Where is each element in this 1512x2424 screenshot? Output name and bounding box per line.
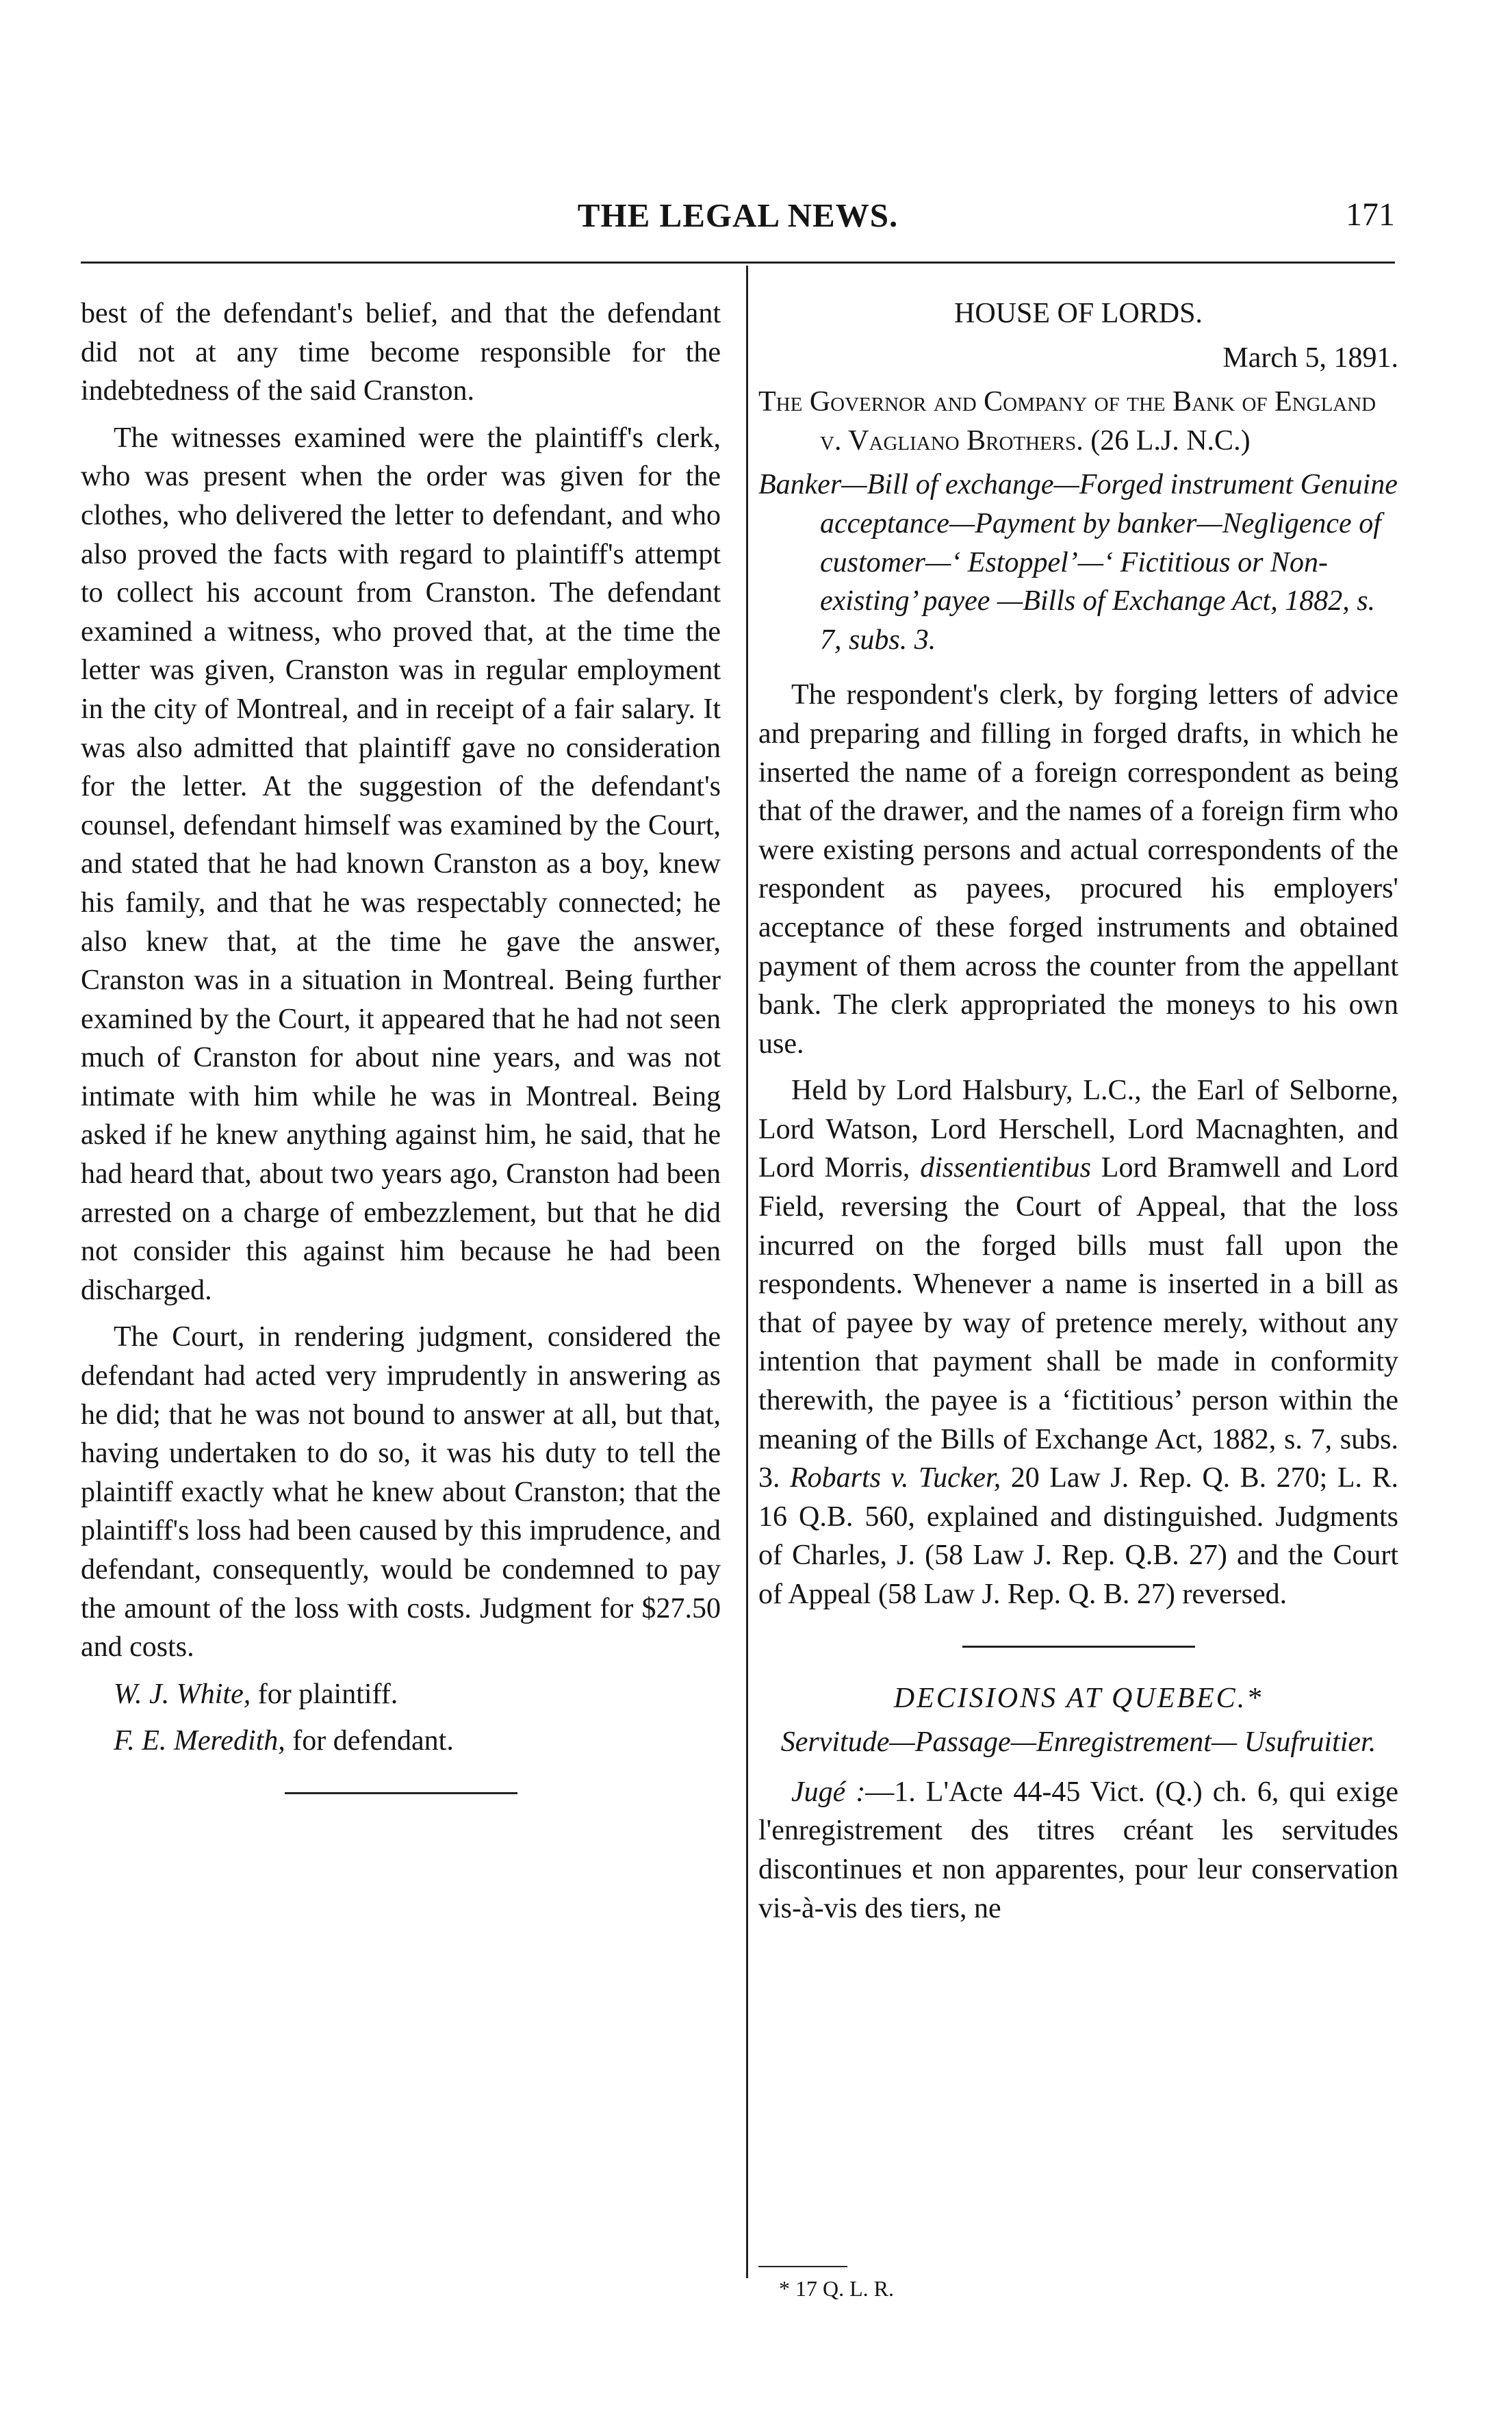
case-holding [758, 1071, 1398, 1613]
counsel-defendant [81, 1722, 721, 1761]
left-paragraph-1: best of the defendant's belief, and that the defendant did not at any time become responsible for the indebtedness of the said Cranston. [81, 298, 721, 407]
decision-date: March 5, 1891. [1222, 342, 1398, 374]
counsel-plaintiff-name: W. J. White, [114, 1678, 251, 1710]
court-heading: HOUSE OF LORDS. [954, 298, 1203, 329]
holding-cited-case: Robarts v. Tucker, [790, 1462, 1001, 1494]
section-end-rule [285, 1792, 517, 1794]
header-rule [81, 261, 1395, 264]
holding-text-3: 20 Law J. Rep. Q. B. 270; L. R. 16 Q.B. 560, explained and distinguished. Judgments of Charles, J. (58 Law J. Rep. Q.B. 27) and the Court of Appeal (58 Law J. Rep. Q. B. 27) reversed. [758, 1462, 1399, 1610]
footnote-rule [758, 2266, 847, 2267]
juge-paragraph [758, 1773, 1398, 1928]
case-facts: The respondent's clerk, by forging letters of advice and preparing and filling in forged drafts, in which he inserted the name of a foreign correspondent as being that of the drawer, and the names of a foreign firm who were existing persons and actual correspondents of the respondent as payees, procured his employers' acceptance of these forged instruments and obtained payment of them across the counter from the appellant bank. The clerk appropriated the moneys to his own use. [758, 679, 1398, 1060]
left-column [81, 294, 721, 1826]
left-paragraph-2: The witnesses examined were the plaintiff's clerk, who was present when the order was given for the clothes, who delivered the letter to defendant, and who also proved the facts with regard to plaintiff's attempt to collect his account from Cranston. The defendant examined a witness, who proved that, at the time the letter was given, Cranston was in regular employment in the city of Montreal, and in receipt of a fair salary. It was also admitted that plaintiff gave no consideration for the letter. At the suggestion of the defendant's counsel, defendant himself was examined by the Court, and stated that he had known Cranston as a boy, knew his family, and that he was respectably connected; he also knew that, at the time he gave the answer, Cranston was in a situation in Montreal. Being further examined by the Court, it appeared that he had not seen much of Cranston for about nine years, and was not intimate with him while he was in Montreal. Being asked if he knew anything against him, he said, that he had heard that, about two years ago, Cranston had been arrested on a charge of embezzlement, but that he did not consider this against him because he had been discharged. [81, 422, 721, 1306]
page-header [81, 190, 1395, 238]
counsel-plaintiff-role: for plaintiff. [251, 1678, 398, 1710]
counsel-defendant-name: F. E. Meredith, [114, 1725, 285, 1757]
holding-text-2: Lord Bramwell and Lord Field, reversing the Court of Appeal, that the loss incurred on the forged bills must fall upon the respondents. Whenever a name is inserted in a bill as that of payee by way of pretence merely, without any intention that payment shall be made in conformity therewith, the payee is a ‘fictitious’ person within the meaning of the Bills of Exchange Act, 1882, s. 7, subs. 3. [758, 1152, 1398, 1494]
journal-title: THE LEGAL NEWS. [577, 196, 899, 234]
holding-text-1: Held by Lord Halsbury, L.C., the Earl of Selborne, Lord Watson, Lord Herschell, Lord Macnaghten, and Lord Morris, [758, 1075, 1398, 1184]
case-title: The Governor and Company of the Bank of England v. Vagliano Brothers. (26 L.J. N.C.) [758, 386, 1376, 457]
juge-label: Jugé : [791, 1776, 866, 1808]
column-divider [746, 266, 748, 2278]
juge-text: —1. L'Acte 44-45 Vict. (Q.) ch. 6, qui exige l'enregistrement des titres créant les servitudes discontinues et non apparentes, pour leur conservation vis-à-vis des tiers, ne [758, 1776, 1398, 1924]
counsel-defendant-role: for defendant. [285, 1725, 454, 1757]
footnote: * 17 Q. L. R. [779, 2276, 894, 2301]
case-headnote: Banker—Bill of exchange—Forged instrument Genuine acceptance—Payment by banker—Negligence of customer—‘ Estoppel’—‘ Fictitious or Non-existing’ payee —Bills of Exchange Act, 1882, s. 7, subs. 3. [758, 469, 1398, 656]
holding-italic: dissentientibus [920, 1152, 1091, 1184]
right-column [758, 294, 1398, 1936]
page-number: 171 [1346, 196, 1395, 233]
section-rule [962, 1646, 1195, 1648]
section-title: DECISIONS AT QUEBEC.* [893, 1682, 1264, 1714]
counsel-plaintiff [81, 1675, 721, 1714]
left-paragraph-3: The Court, in rendering judgment, considered the defendant had acted very imprudently in answering as he did; that he was not bound to answer at all, but that, having undertaken to do so, it was his duty to tell the plaintiff exactly what he knew about Cranston; that the plaintiff's loss had been caused by this imprudence, and defendant, consequently, would be condemned to pay the amount of the loss with costs. Judgment for $27.50 and costs. [81, 1321, 721, 1663]
section-subheading: Servitude—Passage—Enregistrement— Usufruitier. [780, 1726, 1376, 1759]
